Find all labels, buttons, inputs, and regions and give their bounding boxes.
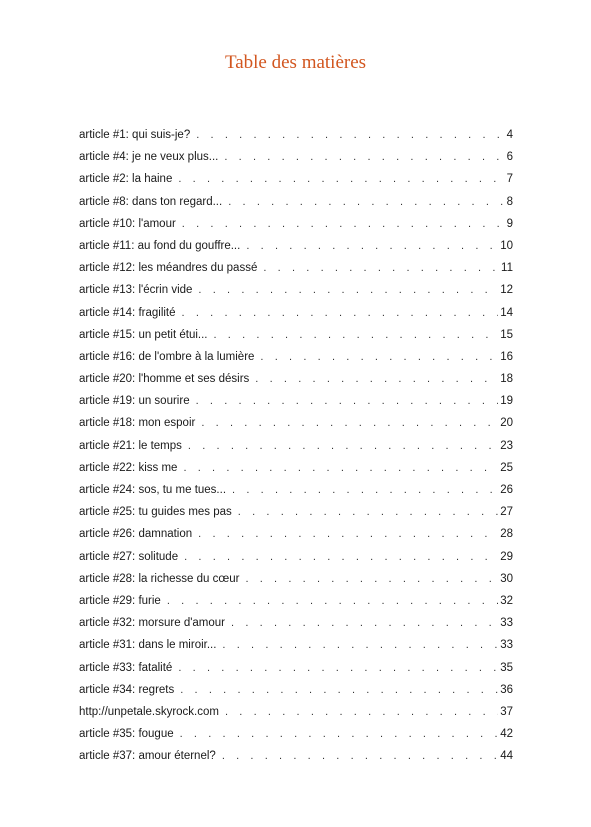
toc-entry-label: article #21: le temps (79, 439, 182, 452)
toc-dot-leader (224, 151, 504, 163)
toc-entry[interactable] (79, 462, 513, 484)
toc-entry-page: 26 (500, 484, 513, 496)
toc-entry[interactable] (79, 440, 513, 462)
toc-dot-leader (182, 218, 505, 230)
toc-dot-leader (196, 395, 499, 407)
toc-entry-page: 7 (506, 173, 513, 186)
toc-entry-label: article #16: de l'ombre à la lumière (79, 350, 255, 363)
toc-entry-label: article #20: l'homme et ses désirs (79, 373, 250, 386)
toc-entry-label: article #32: morsure d'amour (79, 617, 226, 630)
toc-entry-page: 15 (500, 328, 513, 341)
toc-entry-label: article #25: tu guides mes pas (79, 506, 232, 519)
toc-entry-page: 30 (500, 572, 513, 585)
toc-entry-page: 8 (506, 195, 513, 208)
toc-entry-label: article #27: solitude (79, 550, 179, 563)
toc-dot-leader (238, 506, 498, 518)
toc-entry-label: article #2: la haine (79, 173, 173, 186)
toc-title: Table des matières (224, 52, 367, 73)
toc-dot-leader (263, 262, 499, 274)
toc-dot-leader (198, 528, 498, 540)
toc-dot-leader (222, 639, 498, 651)
toc-entry[interactable] (79, 617, 513, 639)
toc-dot-leader (198, 284, 498, 296)
toc-entry-page: 6 (506, 151, 513, 164)
toc-dot-leader (167, 595, 498, 607)
toc-entry-page: 14 (500, 306, 513, 319)
toc-dot-leader (225, 706, 498, 718)
toc-entry-label: article #24: sos, tu me tues... (79, 484, 227, 496)
toc-dot-leader (180, 684, 498, 696)
toc-list (79, 129, 513, 772)
toc-dot-leader (260, 351, 498, 363)
toc-dot-leader (182, 307, 499, 319)
toc-entry-page: 35 (500, 661, 513, 674)
toc-entry-label: article #33: fatalité (79, 661, 173, 674)
toc-entry-page: 33 (500, 617, 513, 630)
toc-dot-leader (184, 551, 498, 563)
toc-entry-label: article #35: fougue (79, 728, 174, 741)
toc-dot-leader (201, 417, 498, 429)
toc-entry-label: article #1: qui suis-je? (79, 129, 191, 141)
toc-entry-page: 36 (500, 683, 513, 696)
toc-entry[interactable] (79, 240, 513, 262)
toc-entry[interactable] (79, 484, 513, 506)
toc-entry-label: article #18: mon espoir (79, 417, 196, 430)
toc-dot-leader (232, 484, 498, 496)
toc-dot-leader (222, 750, 498, 762)
toc-entry[interactable] (79, 506, 513, 528)
toc-entry[interactable] (79, 218, 513, 240)
toc-entry-page: 28 (500, 528, 513, 541)
toc-entry[interactable] (79, 196, 513, 218)
toc-entry-page: 44 (500, 750, 513, 763)
toc-entry-label: http://unpetale.skyrock.com (79, 705, 219, 718)
toc-entry[interactable] (79, 329, 513, 351)
toc-entry-label: article #8: dans ton regard... (79, 195, 223, 208)
toc-dot-leader (231, 617, 498, 629)
toc-dot-leader (214, 329, 499, 341)
toc-entry-page: 10 (500, 239, 513, 252)
toc-entry-label: article #19: un sourire (79, 395, 190, 408)
toc-entry-page: 32 (500, 594, 513, 607)
toc-entry-label: article #29: furie (79, 594, 161, 607)
toc-entry-label: article #4: je ne veux plus... (79, 151, 219, 164)
toc-entry[interactable] (79, 551, 513, 573)
toc-entry-label: article #37: amour éternel? (79, 750, 216, 763)
toc-entry-label: article #10: l'amour (79, 217, 176, 230)
toc-entry[interactable] (79, 750, 513, 772)
toc-entry-label: article #15: un petit étui... (79, 328, 208, 341)
toc-entry-label: article #34: regrets (79, 683, 175, 696)
toc-entry[interactable] (79, 639, 513, 661)
toc-entry-page: 42 (500, 728, 513, 741)
toc-entry[interactable] (79, 129, 513, 151)
toc-entry[interactable] (79, 573, 513, 595)
toc-entry[interactable] (79, 595, 513, 617)
toc-entry[interactable] (79, 262, 513, 284)
toc-dot-leader (245, 573, 498, 585)
toc-dot-leader (180, 728, 499, 740)
toc-entry-page: 18 (500, 373, 513, 386)
toc-entry-page: 4 (506, 129, 513, 141)
toc-entry-label: article #26: damnation (79, 528, 193, 541)
toc-entry[interactable] (79, 662, 513, 684)
toc-entry-label: article #28: la richesse du cœur (79, 572, 240, 585)
toc-entry-page: 23 (500, 439, 513, 452)
toc-dot-leader (246, 240, 498, 252)
toc-entry-page: 33 (500, 639, 513, 652)
toc-entry[interactable] (79, 173, 513, 195)
toc-entry[interactable] (79, 373, 513, 395)
toc-entry[interactable] (79, 351, 513, 373)
toc-dot-leader (183, 462, 498, 474)
toc-entry-label: article #14: fragilité (79, 306, 176, 319)
toc-entry-page: 25 (500, 461, 513, 474)
toc-entry[interactable] (79, 728, 513, 750)
toc-entry[interactable] (79, 307, 513, 329)
toc-entry-page: 20 (500, 417, 513, 430)
toc-dot-leader (188, 440, 498, 452)
toc-entry-page: 11 (501, 262, 513, 275)
toc-entry[interactable] (79, 528, 513, 550)
toc-entry-page: 27 (500, 506, 513, 519)
toc-entry-label: article #31: dans le miroir... (79, 639, 217, 652)
toc-entry-label: article #13: l'écrin vide (79, 284, 193, 297)
toc-entry-page: 19 (500, 395, 513, 408)
toc-entry-label: article #11: au fond du gouffre... (79, 239, 241, 252)
toc-entry-label: article #22: kiss me (79, 461, 178, 474)
toc-entry[interactable] (79, 684, 513, 706)
toc-entry-label: article #12: les méandres du passé (79, 262, 258, 275)
toc-entry[interactable] (79, 706, 513, 728)
toc-entry-page: 16 (500, 350, 513, 363)
toc-dot-leader (196, 129, 504, 141)
toc-dot-leader (255, 373, 498, 385)
toc-dot-leader (228, 196, 504, 208)
toc-entry-page: 29 (500, 550, 513, 563)
toc-entry[interactable] (79, 151, 513, 173)
toc-dot-leader (178, 173, 504, 185)
toc-entry[interactable] (79, 417, 513, 439)
toc-entry-page: 37 (500, 705, 513, 718)
toc-entry-page: 9 (506, 217, 513, 230)
toc-entry[interactable] (79, 395, 513, 417)
toc-dot-leader (178, 662, 498, 674)
toc-entry-page: 12 (500, 284, 513, 297)
toc-entry[interactable] (79, 284, 513, 306)
